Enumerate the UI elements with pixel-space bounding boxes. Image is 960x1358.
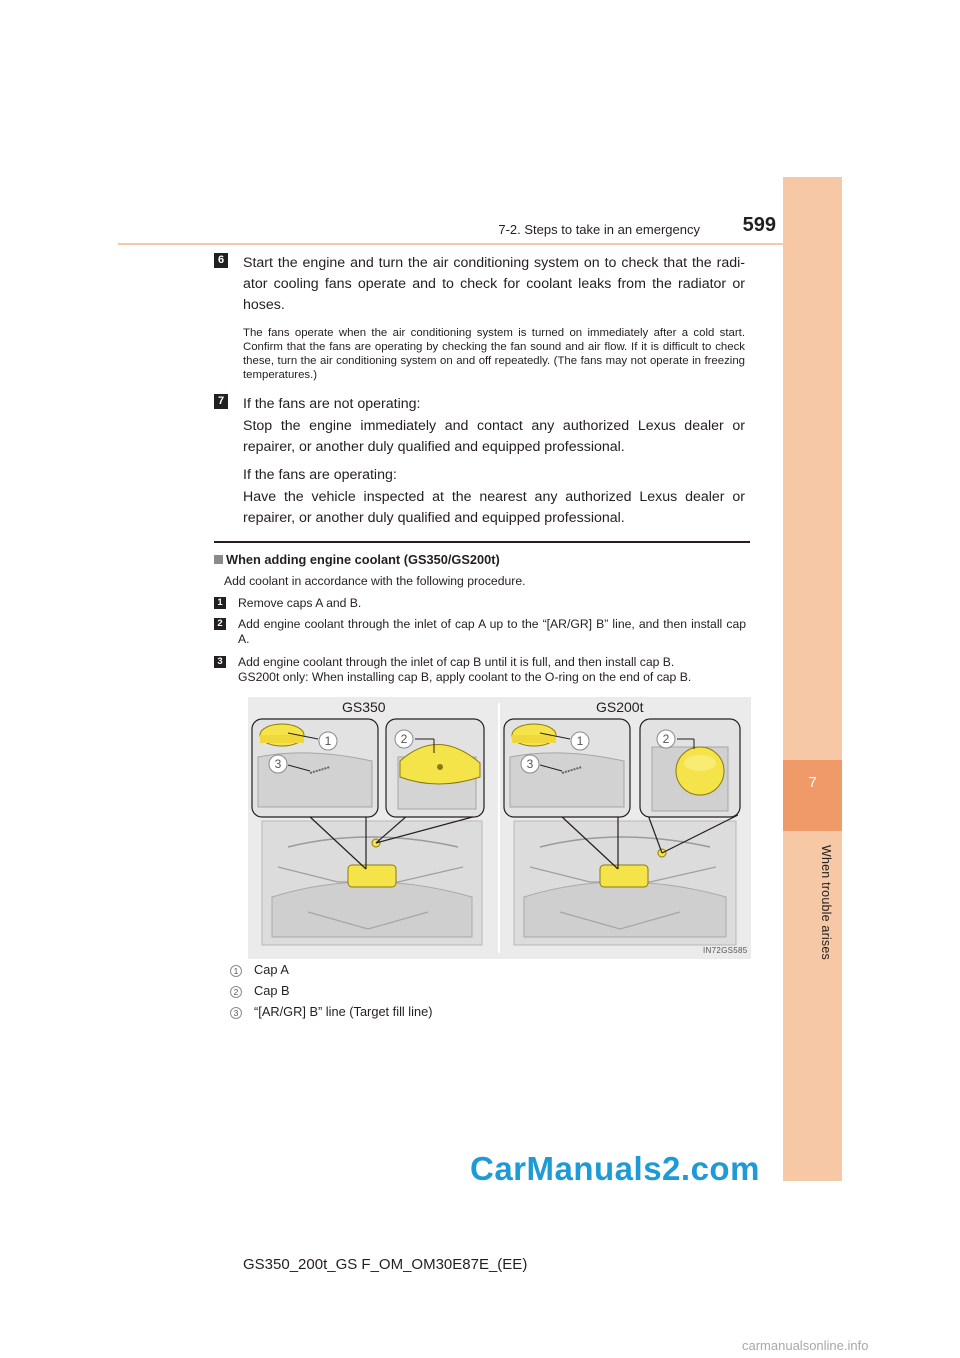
gs200t-callout-1: 1: [576, 734, 584, 748]
legend-item: [230, 1004, 433, 1019]
coolant-heading: [214, 552, 500, 567]
legend-text: Cap A: [254, 962, 289, 977]
coolant-intro: Add coolant in accordance with the following procedure.: [224, 574, 526, 588]
coolant-heading-text: When adding engine coolant (GS350/GS200t): [226, 552, 500, 567]
section-title: 7-2. Steps to take in an emergency: [498, 222, 700, 237]
step-7-line-2: Stop the engine immediately and contact any authorized Lexus dealer or repairer, or another duly qualified and equipped professional.: [243, 418, 745, 455]
engine-bay-svg: [248, 697, 751, 959]
chapter-number-box: [783, 760, 842, 831]
substep-3-text-b: GS200t only: When installing cap B, apply coolant to the O-ring on the end of cap B.: [238, 670, 692, 684]
legend-text: Cap B: [254, 983, 290, 998]
gs350-callout-2: 2: [400, 732, 408, 746]
chapter-title: When trouble arises: [819, 845, 833, 960]
heading-square-icon: [214, 555, 223, 564]
substep-1-text: Remove caps A and B.: [238, 596, 362, 610]
gs200t-callout-3: 3: [526, 757, 534, 771]
document-code: GS350_200t_GS F_OM_OM30E87E_(EE): [243, 1256, 528, 1273]
legend-item: [230, 962, 289, 977]
engine-bay-illustration: [248, 697, 751, 959]
header-rule: [118, 243, 842, 245]
gs200t-callout-2: 2: [662, 732, 670, 746]
step-7-line-3: If the fans are operating:: [243, 467, 397, 483]
chapter-number: 7: [808, 774, 817, 791]
substep-2-text: Add engine coolant through the inlet of cap A up to the “[AR/GR] B” line, and then install cap A.: [238, 617, 746, 646]
chapter-side-tab: [783, 177, 842, 1181]
step-6-text: Start the engine and turn the air conditioning system on to check that the radi-ator cooling fans operate and to check for coolant leaks from the radiator or hoses.: [243, 255, 745, 313]
step-7-line-4: Have the vehicle inspected at the nearest any authorized Lexus dealer or repairer, or another duly qualified and equipped professional.: [243, 489, 745, 526]
step-6-marker: 6: [214, 253, 228, 268]
watermark-footer: carmanualsonline.info: [742, 1338, 869, 1353]
legend-item: [230, 983, 290, 998]
legend-text: “[AR/GR] B” line (Target fill line): [254, 1004, 433, 1019]
step-6-note: The fans operate when the air conditioning system is turned on immediately after a cold start. Confirm that the fans are operating by checking the fan sound and air flow. If it is difficult to check these, turn the air conditioning system on and off repeatedly. (The fans may not operate in freezing temperatures.): [243, 327, 745, 381]
gs350-panel: [252, 719, 484, 945]
gs350-callout-1: 1: [324, 734, 332, 748]
substep-3-text-a: Add engine coolant through the inlet of cap B until it is full, and then install cap B.: [238, 655, 675, 669]
substep-1-marker: 1: [214, 597, 226, 609]
step-7-marker: 7: [214, 394, 228, 409]
legend-number-icon: 3: [230, 1007, 242, 1019]
figure-label-gs200t: GS200t: [596, 699, 644, 715]
substep-3-marker: 3: [214, 656, 226, 668]
legend-number-icon: 2: [230, 986, 242, 998]
gs350-callout-3: 3: [274, 757, 282, 771]
gs200t-panel: [504, 719, 740, 945]
page-number: 599: [742, 214, 776, 236]
substep-2-marker: 2: [214, 618, 226, 630]
legend-number-icon: 1: [230, 965, 242, 977]
step-7-line-1: If the fans are not operating:: [243, 396, 421, 412]
figure-code: IN72GS585: [703, 946, 748, 955]
watermark-logo: CarManuals2.com: [470, 1150, 760, 1187]
section-divider: [214, 541, 750, 543]
figure-label-gs350: GS350: [342, 699, 386, 715]
